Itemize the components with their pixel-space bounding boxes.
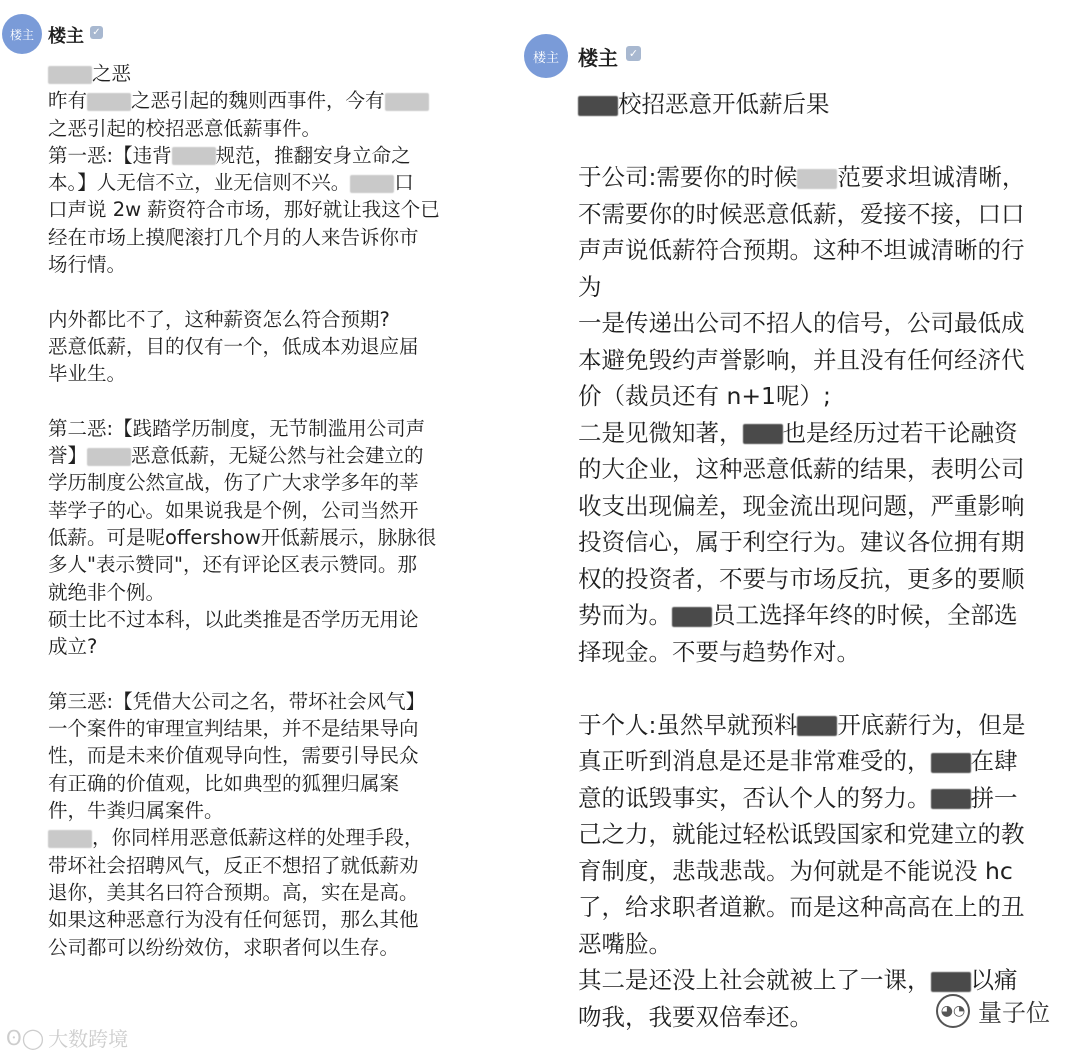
post-text: 经在市场上摸爬滚打几个月的人来告诉你市 <box>48 225 419 249</box>
post-text: 之恶 <box>92 62 132 85</box>
post-text: 范要求坦诚清晰， <box>837 163 1026 191</box>
post-text: 意的诋毁事实，否认个人的努力。 <box>578 783 931 812</box>
post-text: 收支出现偏差，现金流出现问题，严重影响 <box>578 491 1025 520</box>
redacted-text <box>672 607 712 627</box>
post-text: 本避免毁约声誉影响，并且没有任何经济代 <box>578 345 1025 374</box>
avatar[interactable]: 楼主 <box>2 14 42 54</box>
watermark-text: 量子位 <box>978 999 1050 1027</box>
post-text: 员工选择年终的时候，全部选 <box>712 601 1018 629</box>
post-line <box>578 634 1072 671</box>
post-text: 第一恶:【违背 <box>48 143 172 167</box>
redacted-text <box>172 147 216 165</box>
post-text: 权的投资者，不要与市场反抗，更多的要顺 <box>578 564 1025 593</box>
post-text: 学历制度公然宣战，伤了广大求学多年的莘 <box>48 471 419 495</box>
post-line <box>48 661 468 688</box>
post-line <box>48 87 468 114</box>
post-text: 于个人:虽然早就预料 <box>578 710 798 739</box>
author-name[interactable]: 楼主 <box>48 26 84 47</box>
post-line <box>578 451 1072 488</box>
post-text: 莘学子的心。如果说我是个例，公司当然开 <box>48 498 419 522</box>
post-text: 以痛 <box>970 966 1018 994</box>
post-text: 多人"表示赞同"，还有评论区表示赞同。那 <box>48 553 417 577</box>
post-line <box>48 224 468 251</box>
post-text: 一是传递出公司不招人的信号，公司最低成 <box>578 309 1025 337</box>
watermark-dashujuajing <box>6 1023 128 1052</box>
post-line <box>48 633 468 660</box>
post-text: 成立? <box>48 635 98 659</box>
post-text: 校招恶意开低薪后果 <box>618 90 830 118</box>
post-text: 之恶引起的校招恶意低薪事件。 <box>48 116 322 140</box>
post-text: 誉】 <box>48 444 88 468</box>
redacted-text <box>931 753 971 773</box>
post-text: 恶意低薪，目的仅有一个，低成本劝退应届 <box>48 334 419 358</box>
avatar[interactable]: 楼主 <box>524 34 568 78</box>
post-line <box>578 707 1072 744</box>
post-line <box>578 232 1072 269</box>
post-line <box>48 360 468 387</box>
post-line <box>48 742 468 769</box>
post-text: 退你，美其名曰符合预期。高，实在是高。 <box>48 880 419 904</box>
post-line <box>48 278 468 305</box>
post-line <box>48 169 468 196</box>
post-line <box>48 524 468 551</box>
post-text: 真正听到消息是还是非常难受的， <box>578 747 931 775</box>
post-line <box>48 715 468 742</box>
right-screenshot-panel <box>500 0 1080 1058</box>
post-text: ，你同样用恶意低薪这样的处理手段， <box>92 826 424 850</box>
post-text: 内外都比不了，这种薪资怎么符合预期? <box>48 307 390 331</box>
post-text: 第三恶:【凭借大公司之名，带坏社会风气】 <box>48 689 426 713</box>
post-text: 口 <box>394 171 414 195</box>
post-line <box>578 196 1072 233</box>
post-line <box>48 196 468 223</box>
post-text: 恶嘴脸。 <box>578 929 672 958</box>
post-text: 一个案件的审理宣判结果，并不是结果导向 <box>48 717 419 741</box>
post-line <box>48 906 468 933</box>
post-text: 昨有 <box>48 89 88 113</box>
post-line <box>578 926 1072 963</box>
post-text: 己之力，就能过轻松诋毁国家和党建立的教 <box>578 820 1025 848</box>
post-text: 价（裁员还有 n+1呢）; <box>578 382 831 410</box>
post-line <box>48 415 468 442</box>
post-text: 择现金。不要与趋势作对。 <box>578 637 860 666</box>
post-text: 吻我，我要双倍奉还。 <box>578 1002 813 1031</box>
post-text: 第二恶:【践踏学历制度，无节制滥用公司声 <box>48 416 426 440</box>
post-line <box>578 816 1072 853</box>
post-body <box>578 86 1072 1035</box>
post-text: 口声说 2w 薪资符合市场，那好就让我这个已 <box>48 198 440 222</box>
post-line <box>578 159 1072 196</box>
post-text: 二是见微知著， <box>578 418 743 447</box>
redacted-text <box>350 175 394 193</box>
post-text: 开底薪行为，但是 <box>837 710 1026 739</box>
post-line <box>48 442 468 469</box>
post-line <box>48 306 468 333</box>
post-line <box>578 743 1072 780</box>
post-line <box>578 561 1072 598</box>
post-line <box>578 670 1072 707</box>
post-text: 低薪。可是呢offershow开低薪展示，脉脉很 <box>48 526 437 550</box>
post-line <box>48 797 468 824</box>
post-text: 公司都可以纷纷效仿，求职者何以生存。 <box>48 935 400 959</box>
post-line <box>578 86 1072 123</box>
post-text: 育制度，悲哉悲哉。为何就是不能说没 hc <box>578 856 1013 885</box>
redacted-text <box>931 972 971 992</box>
post-line <box>48 469 468 496</box>
watermark-text: 大数跨境 <box>48 1027 129 1051</box>
post-line <box>48 606 468 633</box>
post-text: 性，而是未来价值观导向性，需要引导民众 <box>48 744 419 768</box>
redacted-text <box>48 66 92 84</box>
post-line <box>48 142 468 169</box>
post-line <box>578 597 1072 634</box>
post-text: 为 <box>578 272 602 301</box>
post-line <box>48 497 468 524</box>
post-text: 硕士比不过本科，以此类推是否学历无用论 <box>48 607 419 631</box>
post-text: 恶意低薪，无疑公然与社会建立的 <box>131 444 424 468</box>
redacted-text <box>578 96 618 116</box>
post-text: 了，给求职者道歉。而是这种高高在上的丑 <box>578 893 1025 921</box>
watermark-liangziwei <box>936 993 1050 1028</box>
post-line <box>48 852 468 879</box>
post-text: 毕业生。 <box>48 362 127 386</box>
post-text: 投资信心，属于利空行为。建议各位拥有期 <box>578 528 1025 556</box>
post-line <box>48 551 468 578</box>
post-text: 件，牛粪归属案件。 <box>48 799 224 823</box>
post-text: 规范，推翻安身立命之 <box>215 143 411 167</box>
post-text: 带坏社会招聘风气，反正不想招了就低薪劝 <box>48 853 419 877</box>
post-line <box>578 889 1072 926</box>
post-line <box>48 879 468 906</box>
post-line <box>48 770 468 797</box>
redacted-text <box>385 93 429 111</box>
post-line <box>48 579 468 606</box>
wechat-icon: ◕◔ <box>936 994 970 1028</box>
post-text: 也是经历过若干论融资 <box>782 418 1018 447</box>
post-line <box>48 824 468 851</box>
post-text: 就绝非个例。 <box>48 580 166 604</box>
post-line <box>48 388 468 415</box>
redacted-text <box>87 448 131 466</box>
post-line <box>578 305 1072 342</box>
post-text: 势而为。 <box>578 601 672 629</box>
post-line <box>578 524 1072 561</box>
post-line <box>578 123 1072 160</box>
post-text: 拼一 <box>970 783 1018 812</box>
post-line <box>578 342 1072 379</box>
post-line <box>48 115 468 142</box>
post-text: 于公司:需要你的时候 <box>578 163 798 191</box>
post-text: 如果这种恶意行为没有任何惩罚，那么其他 <box>48 908 419 932</box>
left-screenshot-panel <box>0 0 500 1058</box>
post-line <box>578 853 1072 890</box>
post-line <box>578 269 1072 306</box>
post-line <box>48 60 468 87</box>
post-text: 其二是还没上社会就被上了一课， <box>578 966 931 994</box>
watermark-logo-icon: ʘ◯ <box>6 1025 45 1050</box>
post-line <box>578 415 1072 452</box>
post-text: 在肆 <box>970 747 1018 775</box>
post-line <box>48 251 468 278</box>
post-line <box>48 688 468 715</box>
post-body <box>48 60 468 961</box>
post-text: 声声说低薪符合预期。这种不坦诚清晰的行 <box>578 236 1025 264</box>
redacted-text <box>931 789 971 809</box>
redacted-text <box>743 424 783 444</box>
redacted-text <box>48 830 92 848</box>
post-line <box>578 378 1072 415</box>
redacted-text <box>797 716 837 736</box>
post-text: 有正确的价值观，比如典型的狐狸归属案 <box>48 771 400 795</box>
post-line <box>578 488 1072 525</box>
redacted-text <box>797 169 837 189</box>
post-text: 不需要你的时候恶意低薪，爱接不接，口口 <box>578 199 1025 228</box>
post-line <box>48 934 468 961</box>
verified-badge-icon: ✓ <box>626 46 641 61</box>
post-text: 本。】人无信不立，业无信则不兴。 <box>48 171 351 195</box>
author-name[interactable]: 楼主 <box>578 46 618 70</box>
post-line <box>48 333 468 360</box>
verified-badge-icon: ✓ <box>90 26 103 39</box>
post-line <box>578 780 1072 817</box>
post-text: 的大企业，这种恶意低薪的结果，表明公司 <box>578 455 1025 483</box>
redacted-text <box>87 93 131 111</box>
post-text: 场行情。 <box>48 253 127 277</box>
post-text: 之恶引起的魏则西事件，今有 <box>131 89 385 113</box>
